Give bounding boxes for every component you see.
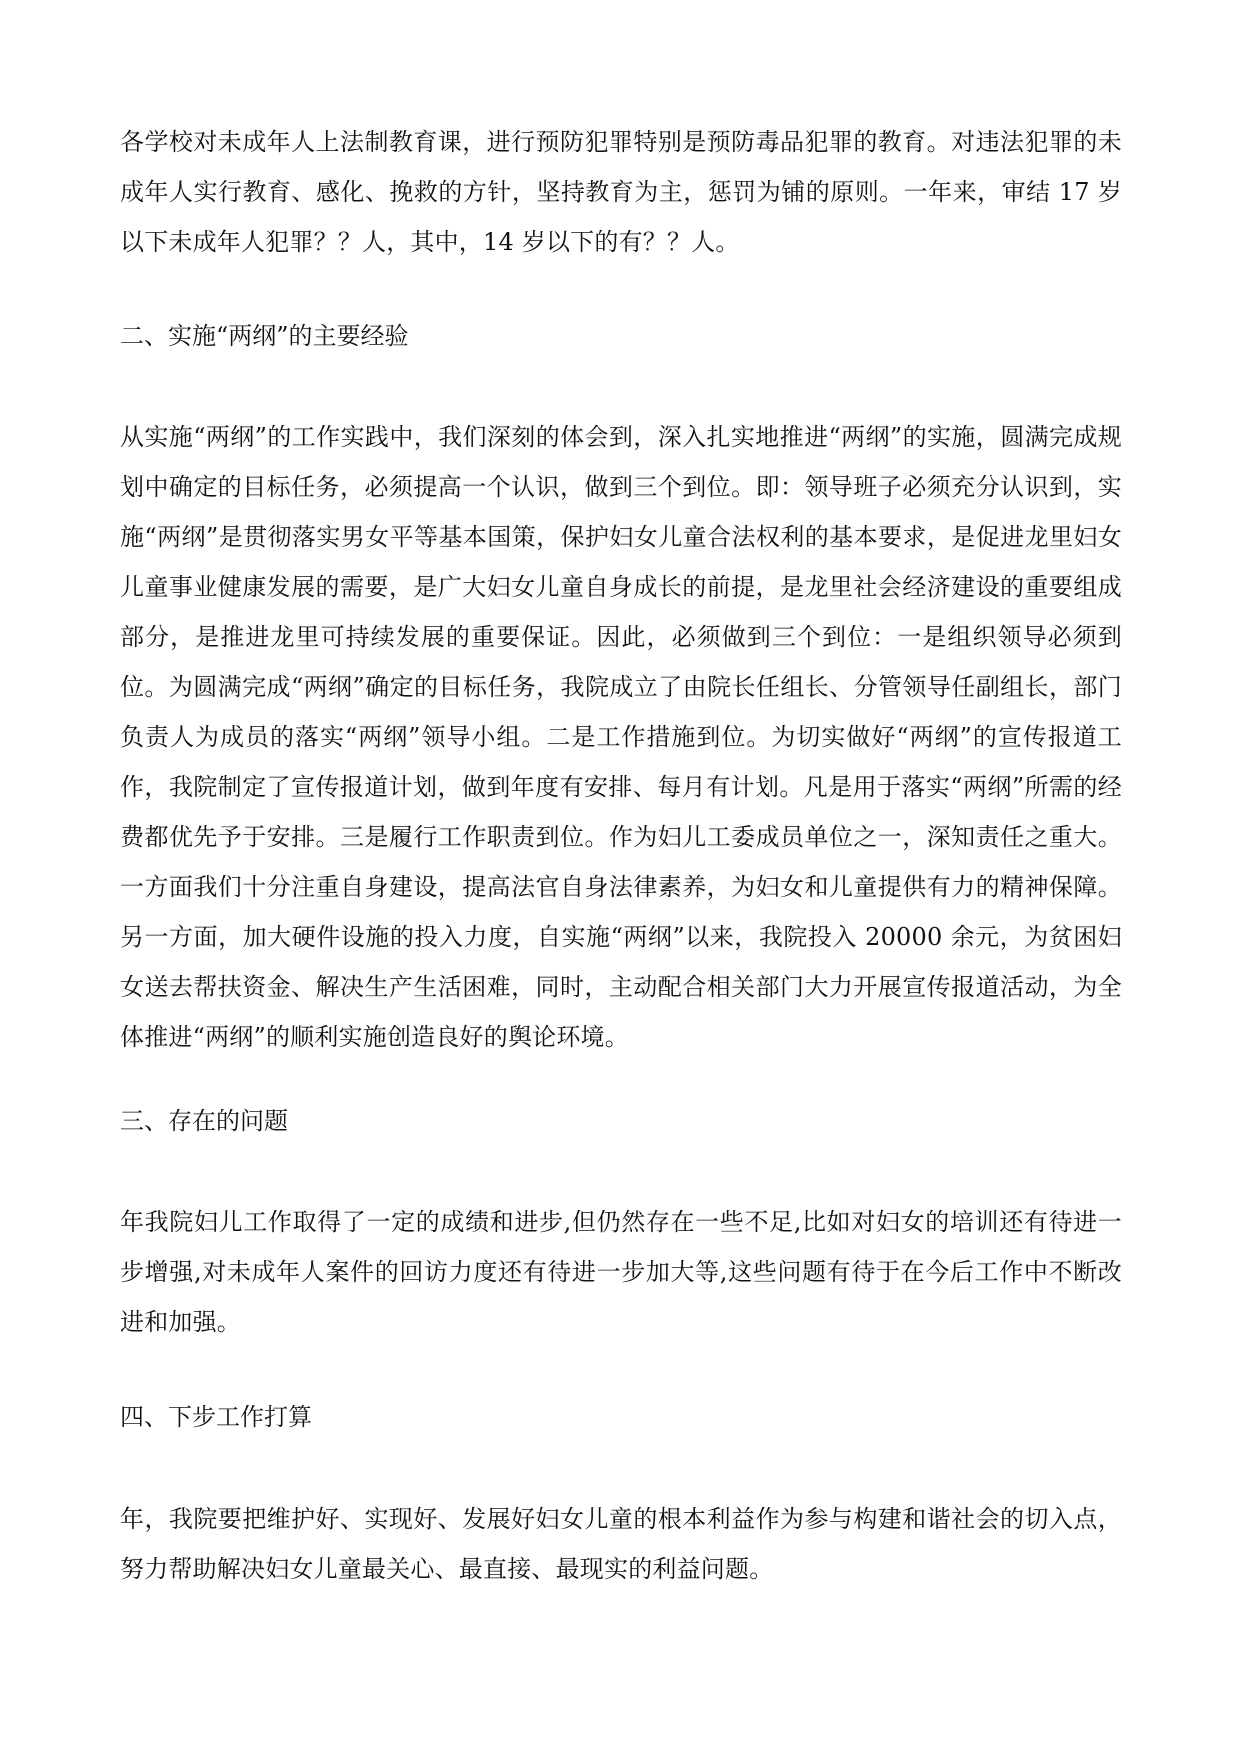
- section-heading-experience: 二、实施“两纲”的主要经验: [120, 322, 409, 350]
- paragraph-experience: 从实施“两纲”的工作实践中，我们深刻的体会到，深入扎实地推进“两纲”的实施，圆满完成规划中确定的目标任务，必须提高一个认识，做到三个到位。即：领导班子必须充分认识到，实施“两纲”是贯彻落实男女平等基本国策，保护妇女儿童合法权利的基本要求，是促进龙里妇女儿童事业健康发展的需要，是广大妇女儿童自身成长的前提，是龙里社会经济建设的重要组成部分，是推进龙里可持续发展的重要保证。因此，必须做到三个到位：一是组织领导必须到位。为圆满完成“两纲”确定的目标任务，我院成立了由院长任组长、分管领导任副组长，部门负责人为成员的落实“两纲”领导小组。二是工作措施到位。为切实做好“两纲”的宣传报道工作，我院制定了宣传报道计划，做到年度有安排、每月有计划。凡是用于落实“两纲”所需的经费都优先予于安排。三是履行工作职责到位。作为妇儿工委成员单位之一，深知责任之重大。一方面我们十分注重自身建设，提高法官自身法律素养，为妇女和儿童提供有力的精神保障。另一方面，加大硬件设施的投入力度，自实施“两纲”以来，我院投入 20000 余元，为贫困妇女送去帮扶资金、解决生产生活困难，同时，主动配合相关部门大力开展宣传报道活动，为全体推进“两纲”的顺利实施创造良好的舆论环境。: [120, 423, 1122, 1051]
- paragraph-next-steps: 年，我院要把维护好、实现好、发展好妇女儿童的根本利益作为参与构建和谐社会的切入点，努力帮助解决妇女儿童最关心、最直接、最现实的利益问题。: [120, 1505, 1122, 1583]
- paragraph-problems: 年我院妇儿工作取得了一定的成绩和进步,但仍然存在一些不足,比如对妇女的培训还有待进一步增强,对未成年人案件的回访力度还有待进一步加大等,这些问题有待于在今后工作中不断改进和加强。: [120, 1208, 1122, 1336]
- section-heading-problems: 三、存在的问题: [120, 1107, 288, 1135]
- section-heading-next-steps: 四、下步工作打算: [120, 1403, 312, 1431]
- paragraph-minor-crime-education: 各学校对未成年人上法制教育课，进行预防犯罪特别是预防毒品犯罪的教育。对违法犯罪的未成年人实行教育、感化、挽救的方针，坚持教育为主，惩罚为铺的原则。一年来，审结 17 岁以下未成年人犯罪？？人，其中，14 岁以下的有？？人。: [120, 128, 1122, 256]
